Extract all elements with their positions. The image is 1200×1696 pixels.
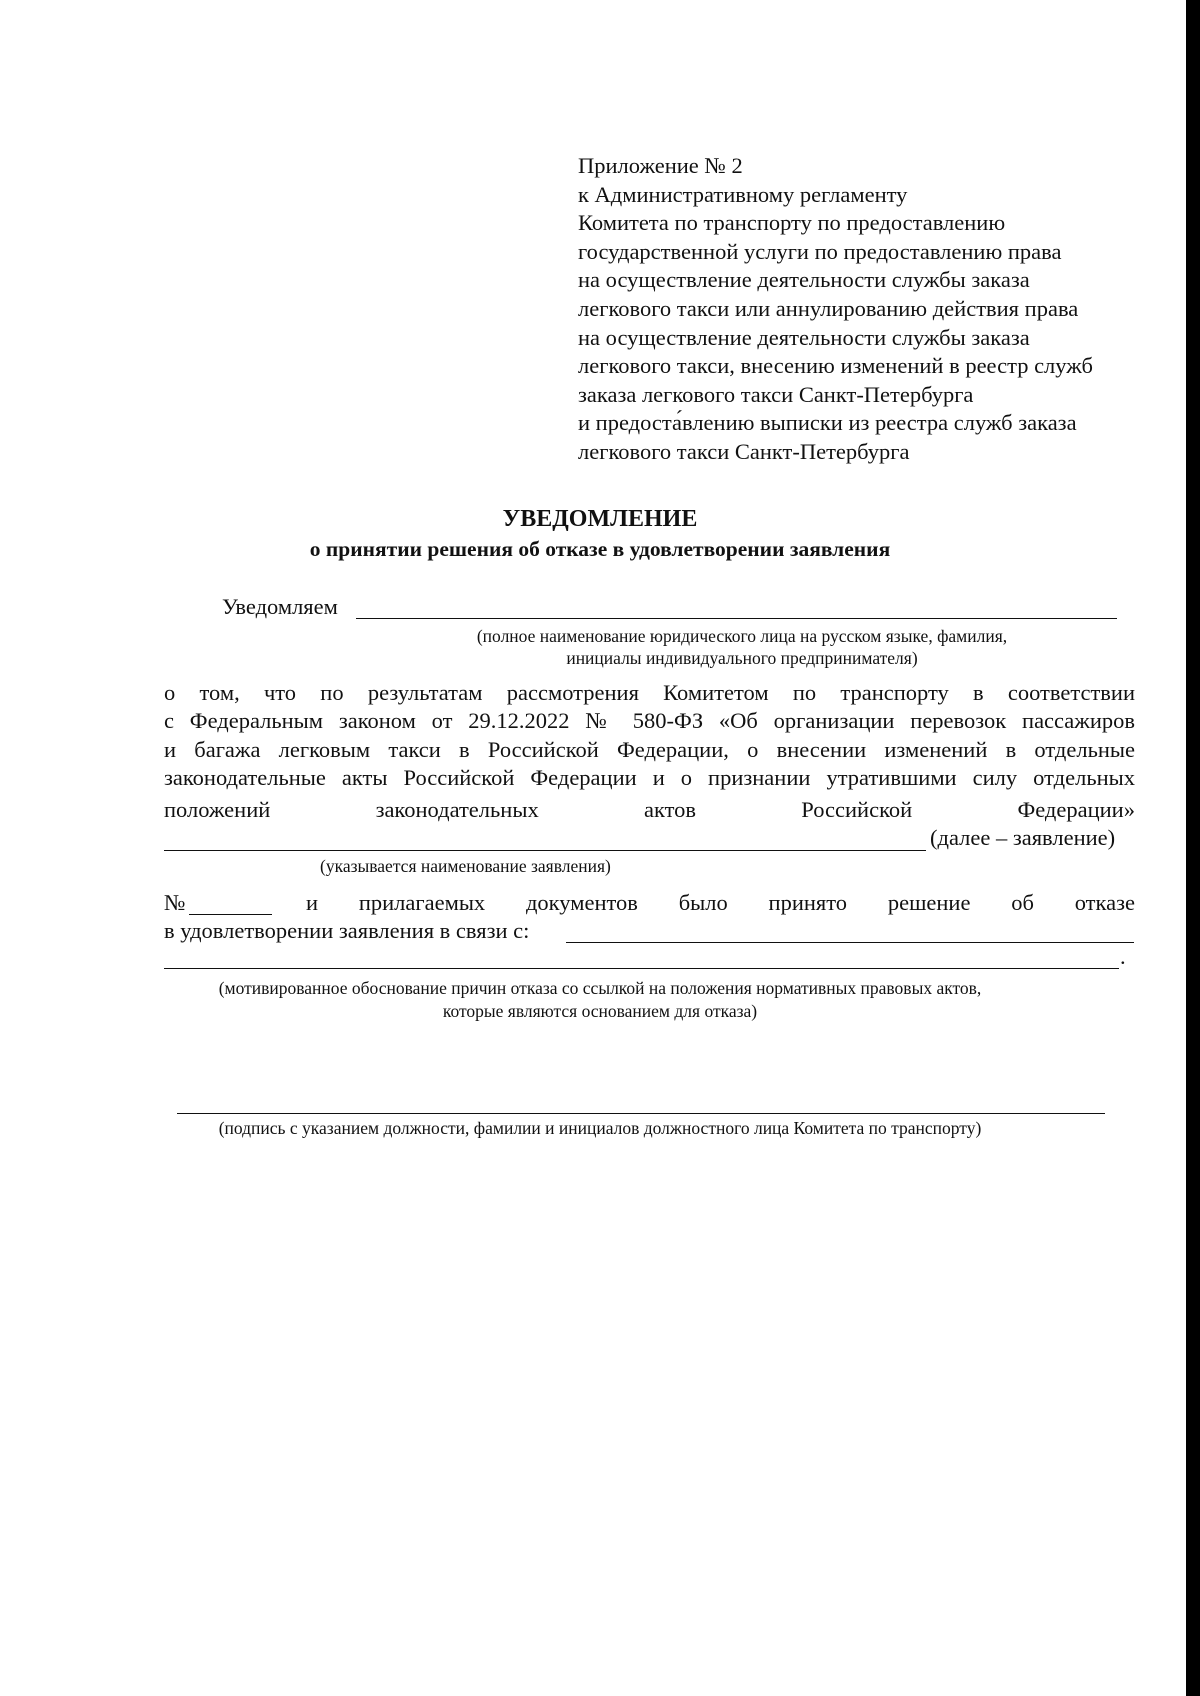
appendix-line: на осуществление деятельности службы заказа <box>578 267 1030 293</box>
appendix-line: легкового такси, внесению изменений в реестр служб <box>578 353 1093 379</box>
reason-line-1[interactable] <box>566 942 1134 943</box>
appendix-line: к Административному регламенту <box>578 181 908 207</box>
paragraph-line: законодательные акты Российской Федерации и о признании утратившими силу отдельных <box>164 764 1135 790</box>
paragraph-line: о том, что по результатам рассмотрения Комитетом по транспорту в соответствии <box>164 680 1135 705</box>
decision-word: решение <box>887 890 971 915</box>
decision-word: прилагаемых <box>358 890 486 915</box>
application-name-line[interactable] <box>164 850 926 851</box>
decision-word: документов <box>525 890 638 915</box>
decision-word: принято <box>768 890 848 915</box>
appendix-line: государственной услуги по предоставлению права <box>578 238 1062 264</box>
appendix-line: и предоста́влению выписки из реестра служб заказа <box>578 410 1077 436</box>
paragraph-line: и багажа легковым такси в Российской Федерации, о внесении изменений в отдельные <box>164 736 1135 762</box>
period-mark: . <box>1120 944 1126 969</box>
spread-word: Федерации» <box>1017 797 1135 822</box>
reason-line-2[interactable] <box>164 968 1119 969</box>
appendix-line: легкового такси Санкт-Петербурга <box>578 438 910 464</box>
decision-word: отказе <box>1074 890 1135 915</box>
spread-word: законодательных <box>375 797 539 822</box>
notify-label: Уведомляем <box>222 594 338 619</box>
document-subtitle: о принятии решения об отказе в удовлетворении заявления <box>309 537 891 561</box>
appendix-line: легкового такси или аннулированию действия права <box>578 295 1079 321</box>
signature-caption: (подпись с указанием должности, фамилии и инициалов должностного лица Комитета по транспорту) <box>218 1118 982 1138</box>
signature-line[interactable] <box>177 1113 1105 1114</box>
spread-line <box>164 797 1135 823</box>
decision-word: и <box>306 890 319 915</box>
hereinafter-text: (далее – заявление) <box>930 825 1116 850</box>
applicant-caption-line1: (полное наименование юридического лица на русском языке, фамилия, <box>476 626 1008 646</box>
notice-paragraph <box>164 679 1135 792</box>
decision-line <box>306 890 1135 916</box>
decision-word: об <box>1011 890 1034 915</box>
decision-word: было <box>678 890 728 915</box>
spread-word: актов <box>643 797 696 822</box>
application-caption: (указывается наименование заявления) <box>320 856 611 876</box>
appendix-line: Приложение № 2 <box>578 153 743 178</box>
scan-edge <box>1186 0 1200 1696</box>
paragraph-line: с Федеральным законом от 29.12.2022 № 580-ФЗ «Об организации перевозок пассажиров <box>164 708 1135 734</box>
appendix-header <box>578 152 1138 467</box>
application-number-line[interactable] <box>189 914 272 915</box>
appendix-line: заказа легкового такси Санкт-Петербурга <box>578 381 974 407</box>
applicant-name-line[interactable] <box>356 618 1117 619</box>
reason-caption-line2: которые являются основанием для отказа) <box>442 1001 758 1021</box>
reason-label: в удовлетворении заявления в связи с: <box>164 918 530 943</box>
appendix-line: на осуществление деятельности службы заказа <box>578 324 1030 350</box>
spread-word: положений <box>164 797 271 822</box>
document-title: УВЕДОМЛЕНИЕ <box>502 506 698 532</box>
spread-word: Российской <box>801 797 913 822</box>
applicant-caption-line2: инициалы индивидуального предпринимателя) <box>566 648 918 668</box>
number-prefix: № <box>164 890 186 915</box>
appendix-line: Комитета по транспорту по предоставлению <box>578 210 1006 236</box>
reason-caption-line1: (мотивированное обоснование причин отказа со ссылкой на положения нормативных правовых актов, <box>218 978 982 998</box>
